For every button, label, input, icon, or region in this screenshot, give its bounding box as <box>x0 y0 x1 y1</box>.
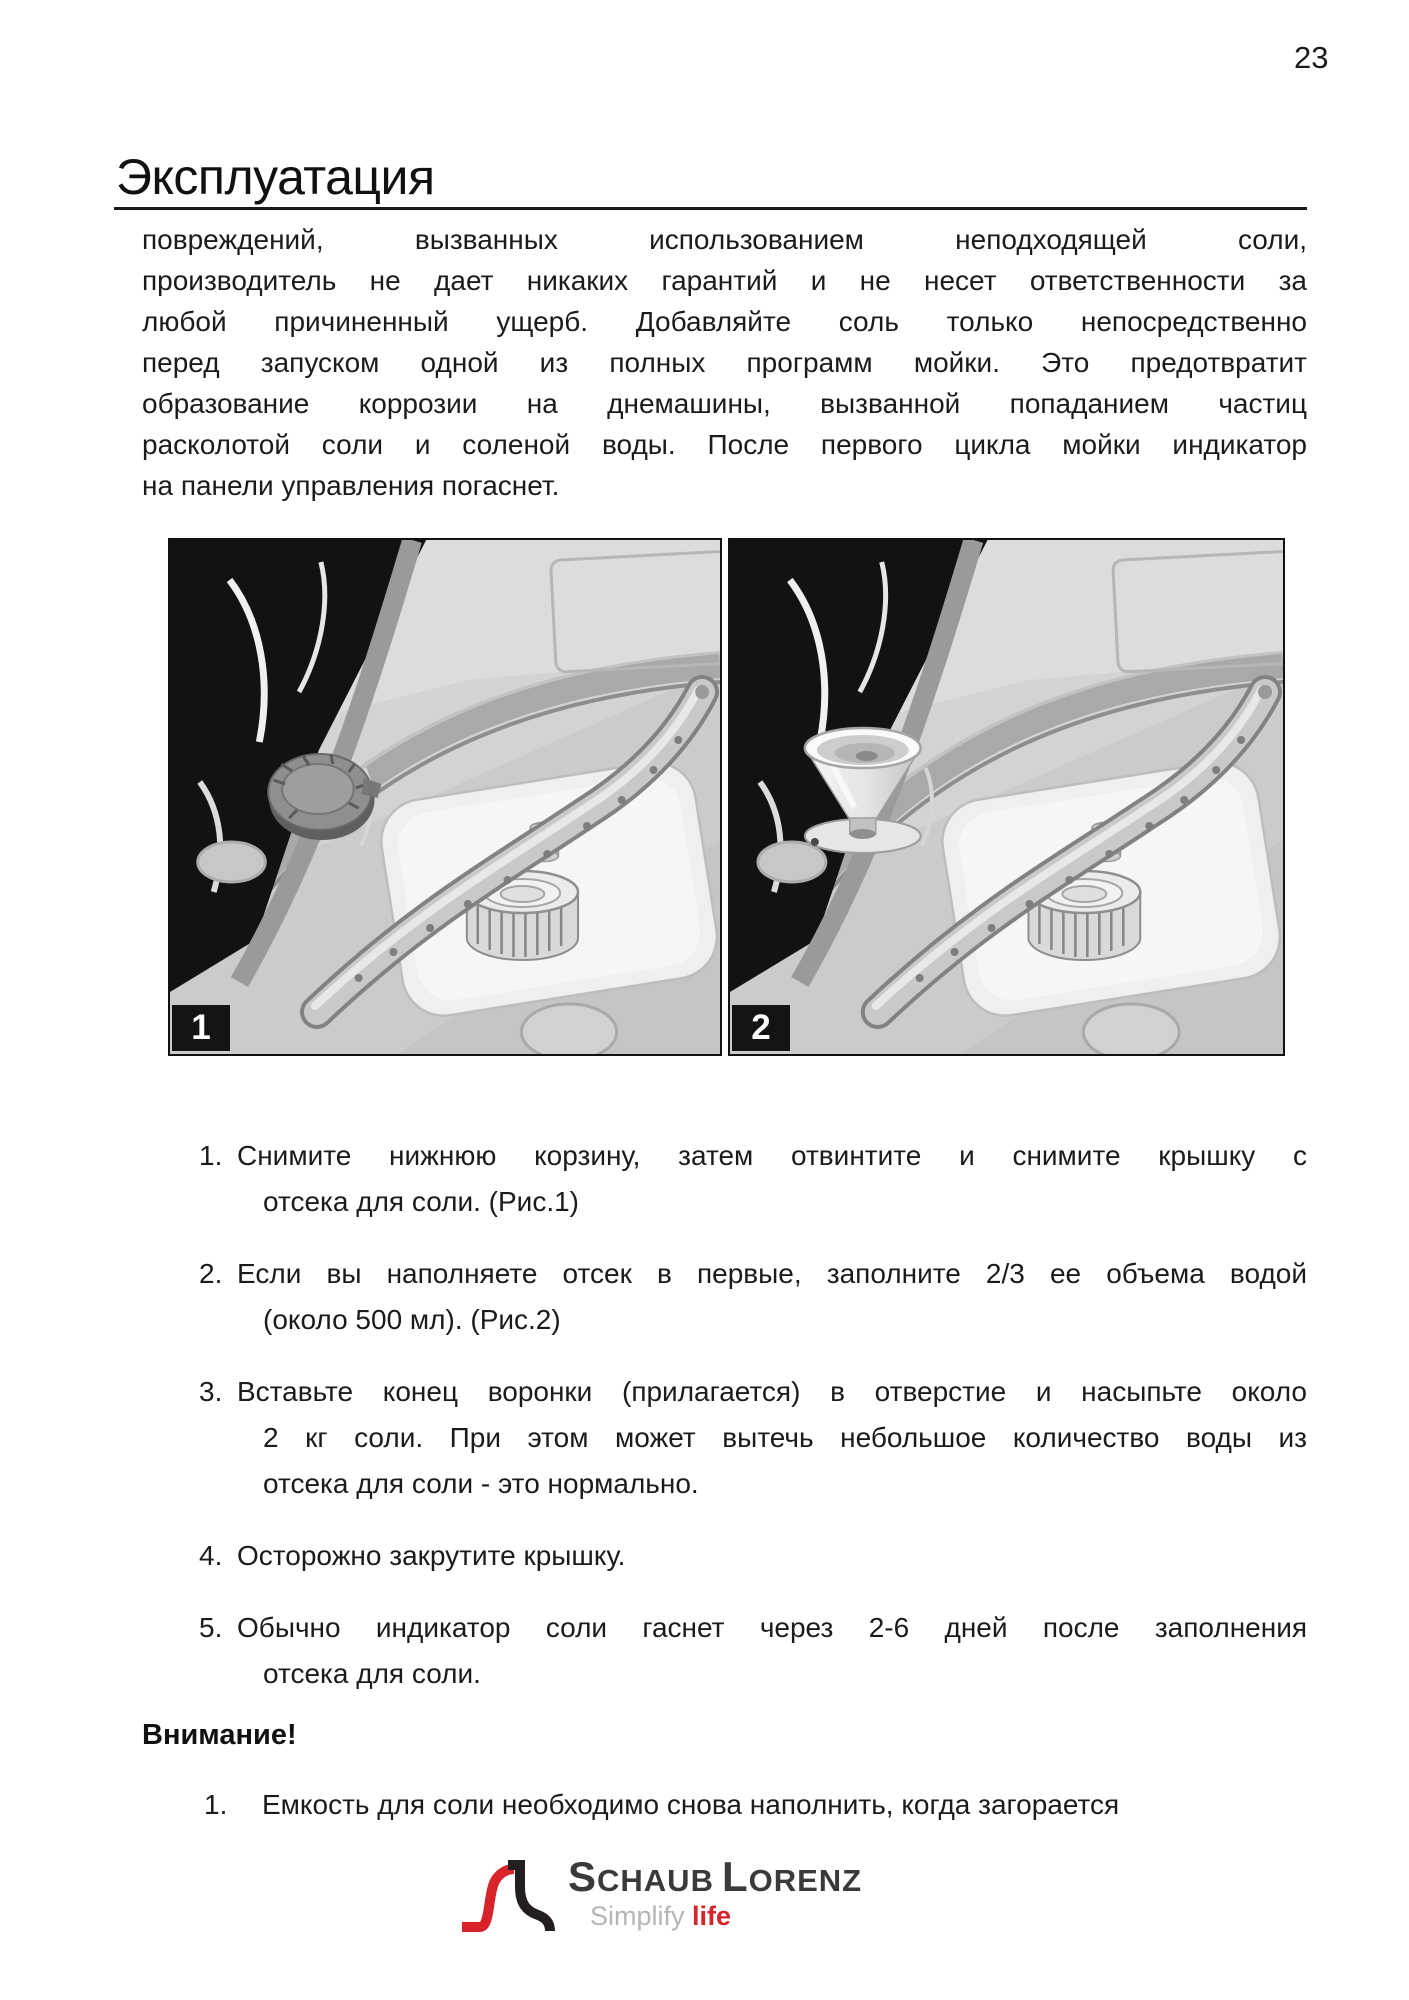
list-item <box>142 1605 1307 1697</box>
text-line: отсека для соли - это нормально. <box>263 1468 699 1499</box>
list-item <box>142 1251 1307 1343</box>
brand-text-block <box>568 1853 863 1932</box>
text-line: на панели управления погаснет. <box>142 470 560 501</box>
brand-word2-initial: L <box>721 1853 749 1900</box>
brand-word1-initial: S <box>568 1853 598 1900</box>
figure-1-salt-cap <box>168 538 722 1056</box>
text-line: перед запуском одной из полных программ мойки. Это предотвратит <box>142 347 1307 378</box>
text-line: расколотой соли и соленой воды. После первого цикла мойки индикатор <box>142 429 1307 460</box>
dishwasher-tub-cap-illustration <box>170 540 720 1054</box>
instruction-steps <box>142 1133 1307 1723</box>
text-line: отсека для соли. (Рис.1) <box>263 1186 579 1217</box>
brand-name <box>568 1853 863 1900</box>
page-number: 23 <box>1294 40 1329 75</box>
text-line: Вставьте конец воронки (прилагается) в отверстие и насыпьте около <box>237 1376 1307 1407</box>
figure-2-funnel <box>728 538 1285 1056</box>
text-line: любой причиненный ущерб. Добавляйте соль только непосредственно <box>142 306 1307 337</box>
tagline-red: life <box>692 1901 732 1931</box>
intro-paragraph <box>142 219 1307 506</box>
text-line: Осторожно закрутите крышку. <box>237 1540 626 1571</box>
list-item <box>142 1369 1307 1507</box>
warning-item-text: Емкость для соли необходимо снова наполнить, когда загорается <box>262 1789 1120 1820</box>
tagline-gray: Simplify <box>590 1901 685 1931</box>
step-number: 5. <box>199 1612 223 1643</box>
list-item <box>142 1133 1307 1225</box>
brand-tagline <box>568 1902 862 1932</box>
dishwasher-tub-funnel-illustration <box>730 540 1283 1054</box>
text-line: Обычно индикатор соли гаснет через 2-6 дней после заполнения <box>237 1612 1307 1643</box>
figure-number-badge: 2 <box>732 1005 790 1051</box>
title-underline <box>114 207 1307 210</box>
warning-item-number: 1. <box>204 1789 228 1820</box>
figure-number-badge: 1 <box>172 1005 230 1051</box>
text-line: 2 кг соли. При этом может вытечь небольшое количество воды из <box>263 1422 1307 1453</box>
warning-heading: Внимание! <box>142 1719 297 1751</box>
text-line: Снимите нижнюю корзину, затем отвинтите и снимите крышку с <box>237 1140 1307 1171</box>
text-line: отсека для соли. <box>263 1658 481 1689</box>
text-line: производитель не дает никаких гарантий и не несет ответственности за <box>142 265 1307 296</box>
brand-footer <box>458 1853 863 1942</box>
step-number: 3. <box>199 1376 223 1407</box>
brand-word2-rest: ORENZ <box>748 1863 863 1898</box>
step-number: 1. <box>199 1140 223 1171</box>
list-item <box>142 1533 1307 1579</box>
schaub-lorenz-monogram-icon <box>458 1856 562 1942</box>
text-line: (около 500 мл). (Рис.2) <box>263 1304 561 1335</box>
text-line: повреждений, вызванных использованием неподходящей соли, <box>142 224 1307 255</box>
step-number: 2. <box>199 1258 223 1289</box>
warning-list-item <box>142 1789 1307 1821</box>
brand-word1-rest: CHAUB <box>597 1863 714 1898</box>
text-line: образование коррозии на днемашины, вызванной попаданием частиц <box>142 388 1307 419</box>
text-line: Если вы наполняете отсек в первые, заполните 2/3 ее объема водой <box>237 1258 1307 1289</box>
step-number: 4. <box>199 1540 223 1571</box>
figure-row <box>168 538 1285 1056</box>
page-title: Эксплуатация <box>116 148 435 205</box>
